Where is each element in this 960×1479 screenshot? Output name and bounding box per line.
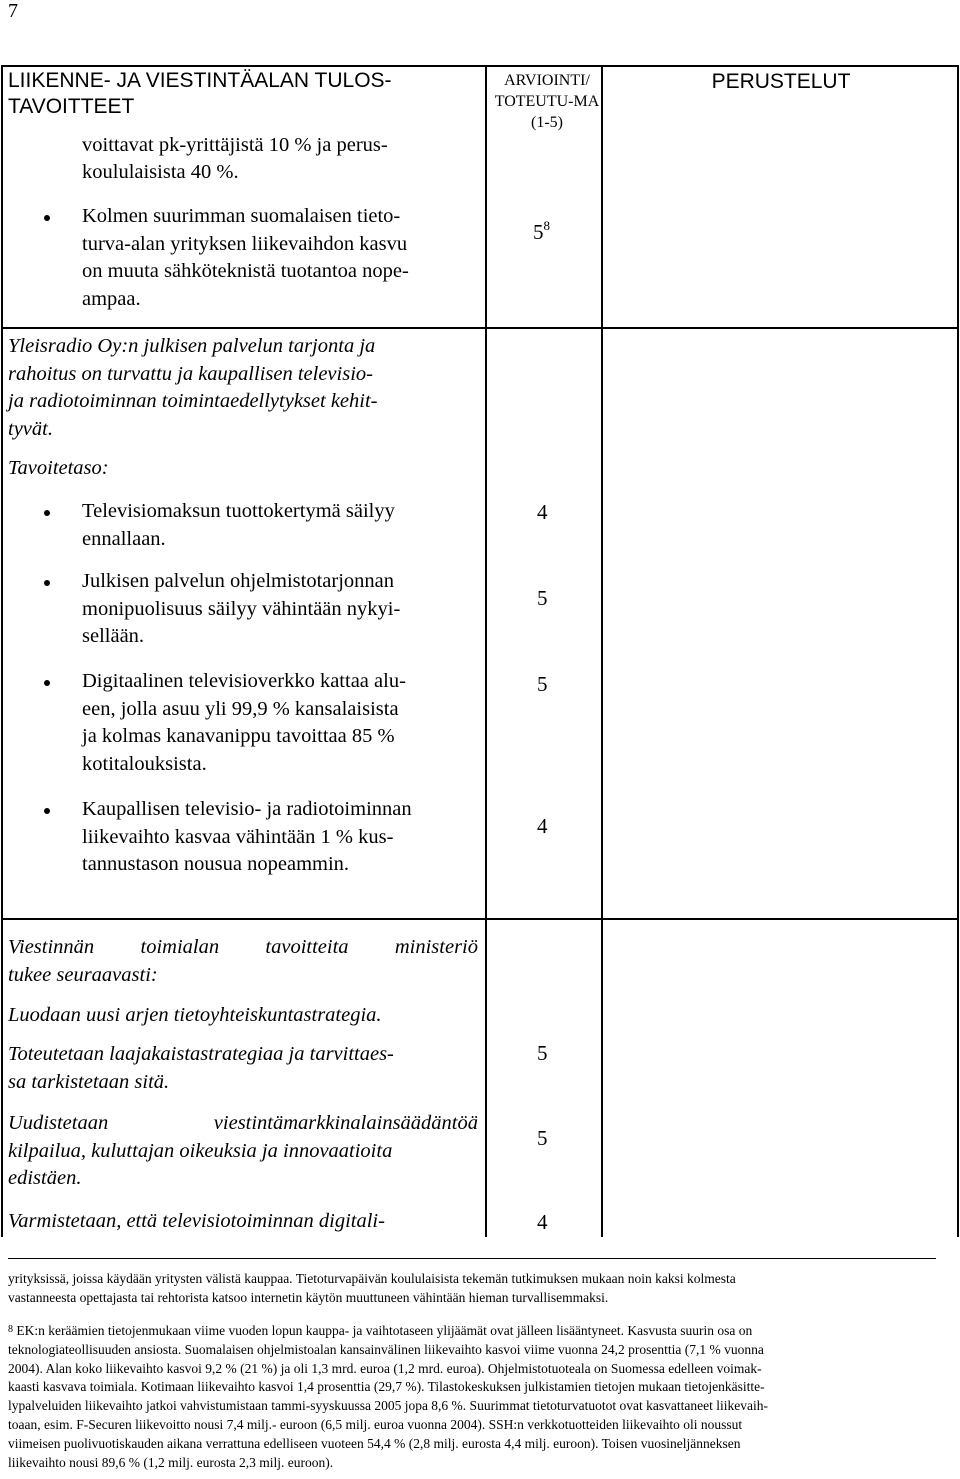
footnote-marker: 8 [543,218,550,233]
bullet-icon [44,215,50,221]
bullet-icon [44,510,50,516]
header-assessment: ARVIOINTI/ TOTEUTU-MA (1-5) [494,72,600,131]
list-item-line: Kaupallisen televisio- ja radiotoiminnan [82,798,412,820]
list-item-line: Julkisen palvelun ohjelmistotarjonnan [82,570,395,592]
footnote-line: toaan, esim. F-Securen liikevoitto nousi 7,4 milj.- euroon (6,5 milj. euroa vuonna 2004). SSH:n verkkotuotteiden liikevaihto oli noussut [8,1416,743,1432]
score [533,220,550,245]
footnote-text: EK:n keräämien tietojenmukaan viime vuoden lopun kauppa- ja vaihtotaseen ylijäämät ovat jälleen lisääntyneet. Kasvusta suurin osa on [16,1323,753,1338]
list-item-line: monipuolisuus säilyy vähintään nykyi- [82,597,401,620]
row-divider-1 [1,327,959,329]
list-item [82,498,478,553]
column-divider-1 [485,65,487,1237]
footnote-line: teknologiateollisuuden ansiosta. Suomalaisen ohjelmistoalan kansainvälinen liikevaihto kasvoi viime vuonna 24,2 prosenttia (7,1 % vuonna [8,1341,764,1357]
list-item-line: ampaa. [82,287,141,310]
heading-line: Yleisradio Oy:n julkisen palvelun tarjonta ja [8,335,376,357]
target-level-label: Tavoitetaso: [8,457,109,479]
score: 4 [537,500,548,524]
footnote-line: 2004). Alan koko liikevaihto kasvoi 9,2 % (21 %) ja oli 1,3 mrd. euroa (1,2 mrd. euroa). Ohjelmistotuoteala on Suomessa edelleen voimak- [8,1360,762,1376]
score: 4 [537,814,548,838]
list-item-line: Kolmen suurimman suomalaisen tieto- [82,205,401,227]
bullet-icon [44,680,50,686]
section-heading [8,934,478,989]
list-item-line: liikevaihto kasvaa vähintään 1 % kus- [82,825,394,848]
list-item [82,203,478,313]
page-number: 7 [8,0,18,22]
column-divider-2 [601,65,603,1237]
score: 5 [537,586,548,610]
header-justification: PERUSTELUT [711,70,851,93]
section-heading [8,333,478,443]
footnote-line: lypalveluiden liikevaihto jatkoi vahvistumistaan tammi-syyskuussa 2005 jopa 8,6 %. Suurimmat tietoturvatuotot ovat kasvattaneet liikevaih- [8,1398,768,1414]
score: 4 [537,1210,548,1234]
footnote-8 [8,1322,920,1472]
list-item-line: ja kolmas kanavanippu tavoittaa 85 % [82,725,395,747]
list-item-line: ennallaan. [82,527,166,550]
heading-line: tukee seuraavasti: [8,963,158,986]
list-item-line: Televisiomaksun tuottokertymä säilyy [82,500,395,522]
measure-paragraph: Luodaan uusi arjen tietoyhteiskuntastrategia. [8,1004,382,1026]
footnote-mark: 8 [8,1324,13,1335]
score: 5 [537,1041,548,1065]
list-item [82,568,478,651]
list-item-line: sellään. [82,625,145,647]
heading-line: rahoitus on turvattu ja kaupallisen televisio- [8,362,373,385]
footnote-continued [8,1270,920,1308]
list-item-line: on muuta sähköteknistä tuotantoa nope- [82,260,409,282]
footnote-line: liikevaihto nousi 89,6 % (1,2 milj. eurosta 2,3 milj. euroon). [8,1454,334,1470]
list-item-line: turva-alan yrityksen liikevaihdon kasvu [82,232,408,255]
paragraph-line: edistäen. [8,1167,82,1189]
continued-text-line-2: koululaisista 40 %. [82,161,239,183]
footnote-separator [8,1258,936,1259]
score-value: 5 [533,220,544,244]
continued-text-line-1: voittavat pk-yrittäjistä 10 % ja perus- [82,134,388,156]
paragraph-line: kilpailua, kuluttajan oikeuksia ja innovaatioita [8,1139,393,1162]
header-title: LIIKENNE- JA VIESTINTÄALAN TULOS-TAVOITTEET [8,69,392,118]
list-item-line: een, jolla asuu yli 99,9 % kansalaisista [82,697,399,720]
measure-paragraph [8,1110,478,1193]
footnote-line: viimeisen puolivuotiskauden aikana verrattuna edelliseen vuoteen 54,4 % (2,8 milj. eurosta 4,4 milj. euroon). Toisen vuosineljänneksen [8,1435,741,1451]
row-divider-2 [1,918,959,920]
list-item [82,668,478,778]
measure-paragraph: Varmistetaan, että televisiotoiminnan digitali- [8,1210,385,1232]
heading-line: ja radiotoiminnan toimintaedellytykset kehit- [8,390,378,412]
bullet-icon [44,808,50,814]
score: 5 [537,672,548,696]
measure-paragraph [8,1041,478,1096]
footnote-line: yrityksissä, joissa käydään yritysten välistä kauppaa. Tietoturvapäivän koululaisista tekemän tutkimuksen mukaan noin kaksi kolmesta [8,1271,736,1286]
paragraph-line: sa tarkistetaan sitä. [8,1070,170,1093]
score: 5 [537,1126,548,1150]
footnote-line [8,1322,920,1341]
list-item-line: tannustason nousua nopeammin. [82,853,350,875]
heading-line: Viestinnän toimialan tavoitteita ministeriö [8,936,478,958]
list-item-line: Digitaalinen televisioverkko kattaa alu- [82,670,406,692]
list-item [82,796,478,879]
list-item-line: kotitalouksista. [82,752,207,775]
paragraph-line: Uudistetaan viestintämarkkinalainsäädäntöä [8,1112,478,1134]
bullet-icon [44,580,50,586]
footnote-line: vastanneesta opettajasta tai rehtorista katsoo internetin käytön muuttuneen vähintään hieman turvallisemmaksi. [8,1289,609,1305]
footnote-line: kaasti kasvava toimiala. Kotimaan liikevaihto kasvoi 1,4 prosenttia (29,7 %). Tilastokeskuksen julkistamien tietojen mukaan tietojenkäsitte- [8,1379,765,1395]
heading-line: tyvät. [8,417,53,440]
paragraph-line: Toteutetaan laajakaistastrategiaa ja tarvittaes- [8,1043,394,1065]
